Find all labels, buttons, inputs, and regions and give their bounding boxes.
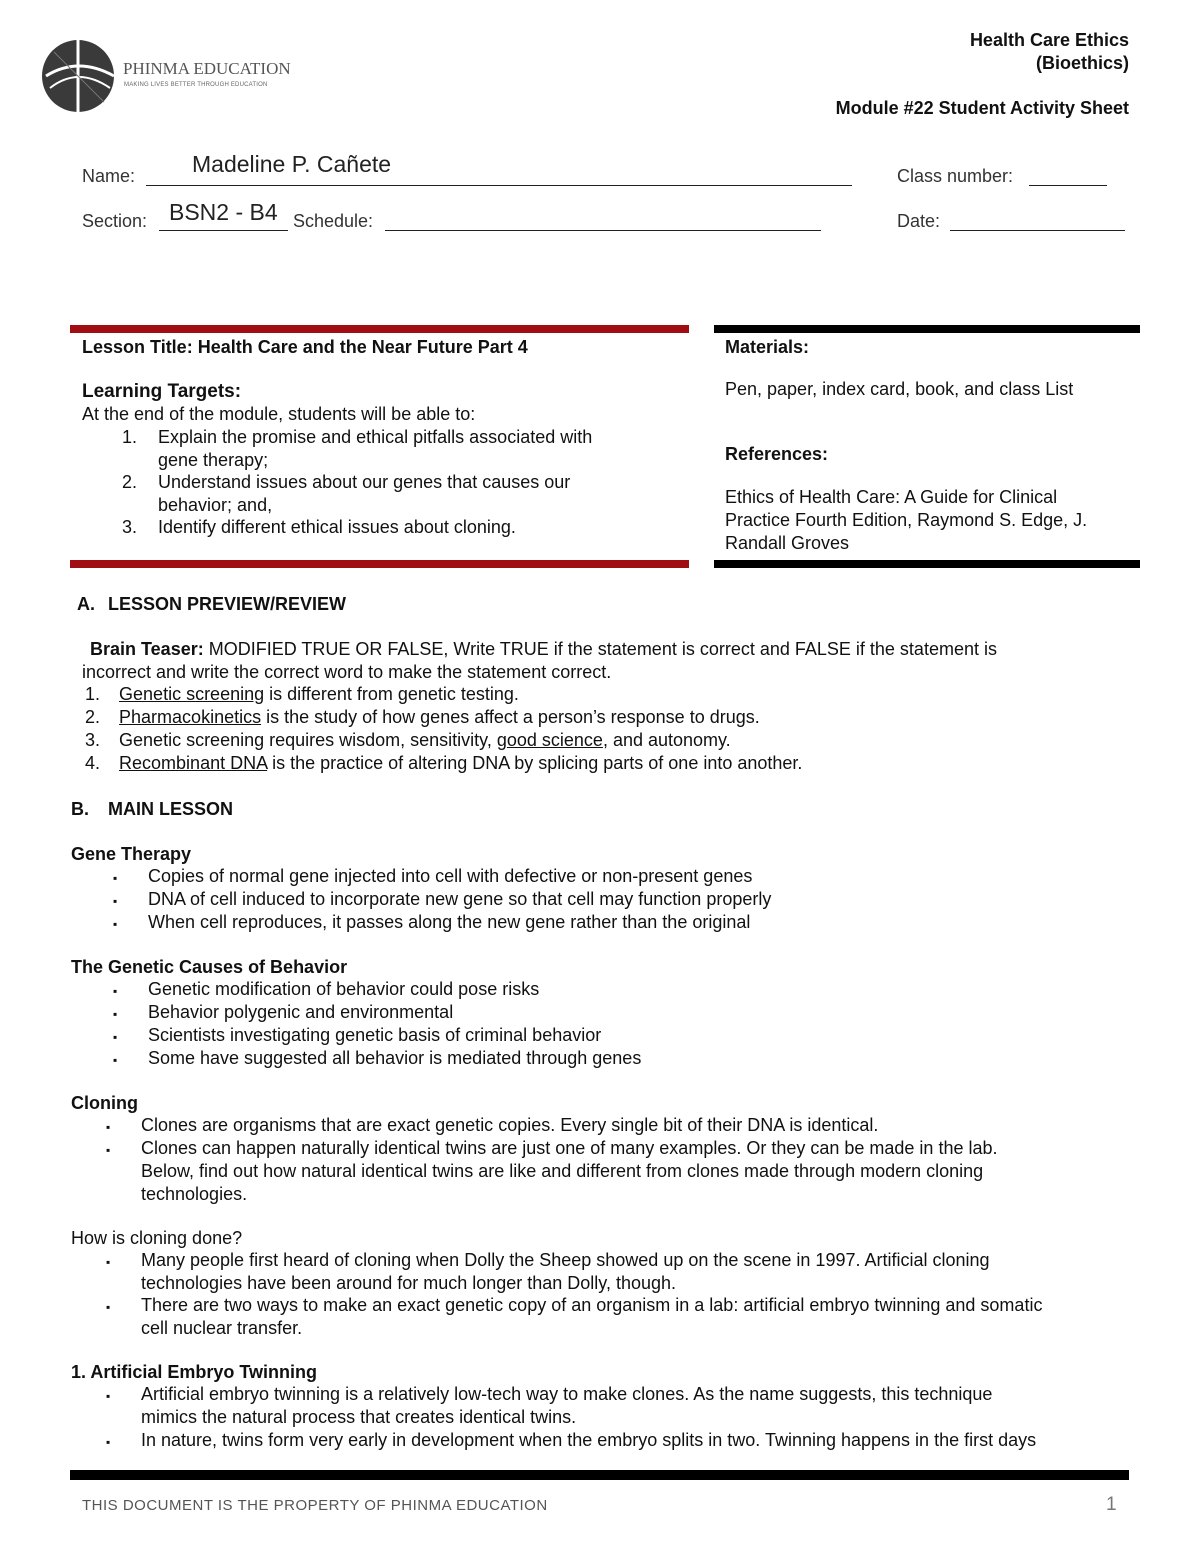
target-text-cont: gene therapy; <box>158 450 269 470</box>
bullet-text: Genetic modification of behavior could pose risks <box>148 979 540 999</box>
target-number: 3. <box>122 517 138 537</box>
teaser-item-text: is different from genetic testing. <box>264 684 519 704</box>
lesson-box-bottom-rule <box>70 560 689 568</box>
target-item <box>122 471 662 517</box>
references-heading: References: <box>725 444 829 464</box>
teaser-item <box>85 683 519 706</box>
list-item <box>113 978 539 1001</box>
bullet-icon: ▪ <box>113 894 118 908</box>
class-number-label: Class number: <box>897 166 1014 186</box>
reference-line: Practice Fourth Edition, Raymond S. Edge, J. <box>725 510 1088 530</box>
how-cloning-question: How is cloning done? <box>71 1228 243 1248</box>
bullet-icon: ▪ <box>113 1053 118 1067</box>
course-title: Health Care Ethics <box>969 30 1129 50</box>
phinma-logo-icon <box>40 36 120 116</box>
list-item <box>106 1383 992 1429</box>
bullet-icon: ▪ <box>113 984 118 998</box>
target-text-cont: behavior; and, <box>158 495 273 515</box>
bullet-icon: ▪ <box>106 1143 111 1157</box>
bullet-icon: ▪ <box>113 917 118 931</box>
teaser-item-text: is the study of how genes affect a person’s response to drugs. <box>261 707 760 727</box>
name-line <box>146 185 852 186</box>
bullet-text-cont: technologies have been around for much longer than Dolly, though. <box>141 1273 677 1293</box>
teaser-item-text: Genetic screening requires wisdom, sensitivity, <box>119 730 497 750</box>
footer-rule <box>70 1470 1129 1480</box>
bullet-icon: ▪ <box>106 1255 111 1269</box>
brain-teaser-text: MODIFIED TRUE OR FALSE, Write TRUE if the statement is correct and FALSE if the statement is <box>203 639 997 659</box>
bullet-text: In nature, twins form very early in development when the embryo splits in two. Twinning happens in the first days <box>141 1430 1037 1450</box>
lesson-title: Lesson Title: Health Care and the Near Future Part 4 <box>82 337 528 357</box>
target-number: 1. <box>122 427 138 447</box>
bullet-icon: ▪ <box>106 1120 111 1134</box>
references-text <box>725 486 1087 555</box>
section-value[interactable]: BSN2 - B4 <box>169 199 278 225</box>
teaser-item <box>85 706 760 729</box>
teaser-item-text: , and autonomy. <box>602 730 731 750</box>
bullet-text: Some have suggested all behavior is mediated through genes <box>148 1048 642 1068</box>
logo-tagline: MAKING LIVES BETTER THROUGH EDUCATION <box>124 82 268 88</box>
bullet-text: There are two ways to make an exact genetic copy of an organism in a lab: artificial embryo twinning and somatic <box>141 1295 1043 1315</box>
list-item <box>106 1137 998 1206</box>
bullet-icon: ▪ <box>106 1435 111 1449</box>
teaser-item-number: 4. <box>85 753 101 773</box>
bullet-icon: ▪ <box>106 1300 111 1314</box>
list-item <box>113 1024 601 1047</box>
reference-line: Randall Groves <box>725 533 850 553</box>
teaser-item-underlined: good science <box>496 730 603 750</box>
schedule-line[interactable] <box>385 230 821 231</box>
bullet-icon: ▪ <box>113 1030 118 1044</box>
bullet-text: Copies of normal gene injected into cell with defective or non-present genes <box>148 866 753 886</box>
course-subtitle: (Bioethics) <box>1035 53 1129 73</box>
brain-teaser-text-cont: incorrect and write the correct word to make the statement correct. <box>82 662 612 682</box>
list-item <box>106 1429 1036 1452</box>
bullet-text: Clones can happen naturally identical twins are just one of many examples. Or they can be made in the lab. <box>141 1138 998 1158</box>
bullet-icon: ▪ <box>113 871 118 885</box>
bullet-text-cont: mimics the natural process that creates identical twins. <box>141 1407 577 1427</box>
target-text: Explain the promise and ethical pitfalls associated with <box>158 427 593 447</box>
name-value[interactable]: Madeline P. Cañete <box>192 151 392 177</box>
gene-therapy-heading: Gene Therapy <box>71 844 192 864</box>
brain-teaser-instructions <box>82 638 1122 684</box>
list-item <box>113 1001 453 1024</box>
name-label: Name: <box>82 166 136 186</box>
brain-teaser-label: Brain Teaser: <box>90 639 204 659</box>
list-item <box>113 865 752 888</box>
footer-property-text: THIS DOCUMENT IS THE PROPERTY OF PHINMA EDUCATION <box>82 1497 548 1514</box>
class-number-line[interactable] <box>1029 185 1107 186</box>
logo-text: PHINMA EDUCATION <box>123 59 291 78</box>
teaser-item-number: 1. <box>85 684 101 704</box>
teaser-item <box>85 752 802 775</box>
bullet-text-cont: Below, find out how natural identical twins are like and different from clones made through modern cloning <box>141 1161 984 1181</box>
section-a-letter: A. <box>77 594 95 614</box>
materials-box-top-rule <box>714 325 1140 333</box>
learning-targets-heading: Learning Targets: <box>82 381 242 402</box>
bullet-text: Many people first heard of cloning when Dolly the Sheep showed up on the scene in 1997. Artificial cloning <box>141 1250 990 1270</box>
section-line <box>159 230 288 231</box>
genetic-causes-heading: The Genetic Causes of Behavior <box>71 957 348 977</box>
date-line[interactable] <box>950 230 1125 231</box>
module-title: Module #22 Student Activity Sheet <box>835 98 1129 118</box>
section-b-letter: B. <box>71 799 89 819</box>
target-text: Understand issues about our genes that causes our <box>158 472 571 492</box>
bullet-text: Scientists investigating genetic basis of criminal behavior <box>148 1025 602 1045</box>
bullet-icon: ▪ <box>106 1389 111 1403</box>
list-item <box>106 1249 990 1295</box>
materials-text: Pen, paper, index card, book, and class List <box>725 379 1074 399</box>
materials-box-bottom-rule <box>714 560 1140 568</box>
section-label: Section: <box>82 211 148 231</box>
teaser-item-text: is the practice of altering DNA by splicing parts of one into another. <box>267 753 803 773</box>
list-item <box>106 1114 878 1137</box>
target-item <box>122 516 662 539</box>
bullet-text: DNA of cell induced to incorporate new gene so that cell may function properly <box>148 889 772 909</box>
bullet-text-cont: cell nuclear transfer. <box>141 1318 303 1338</box>
section-b-title: MAIN LESSON <box>108 799 234 819</box>
date-label: Date: <box>897 211 941 231</box>
teaser-item-underlined: Recombinant DNA <box>119 753 268 773</box>
target-item <box>122 426 662 472</box>
cloning-heading: Cloning <box>71 1093 138 1113</box>
teaser-item-underlined: Genetic screening <box>119 684 265 704</box>
materials-heading: Materials: <box>725 337 810 357</box>
teaser-item-number: 3. <box>85 730 101 750</box>
list-item <box>113 888 771 911</box>
target-number: 2. <box>122 472 138 492</box>
reference-line: Ethics of Health Care: A Guide for Clinical <box>725 487 1058 507</box>
logo <box>40 36 300 116</box>
bullet-text: When cell reproduces, it passes along the new gene rather than the original <box>148 912 751 932</box>
schedule-label: Schedule: <box>293 211 374 231</box>
section-b-heading <box>71 798 233 821</box>
list-item <box>113 1047 641 1070</box>
lesson-box-top-rule <box>70 325 689 333</box>
section-a-title: LESSON PREVIEW/REVIEW <box>108 594 347 614</box>
bullet-text: Behavior polygenic and environmental <box>148 1002 454 1022</box>
bullet-text-cont: technologies. <box>141 1184 248 1204</box>
bullet-text: Artificial embryo twinning is a relatively low-tech way to make clones. As the name suggests, this technique <box>141 1384 993 1404</box>
list-item <box>106 1294 1042 1340</box>
learning-targets-intro: At the end of the module, students will be able to: <box>82 404 476 424</box>
teaser-item-number: 2. <box>85 707 101 727</box>
bullet-icon: ▪ <box>113 1007 118 1021</box>
page-number: 1 <box>1106 1494 1117 1515</box>
bullet-text: Clones are organisms that are exact genetic copies. Every single bit of their DNA is identical. <box>141 1115 879 1135</box>
teaser-item <box>85 729 731 752</box>
embryo-twinning-heading: 1. Artificial Embryo Twinning <box>71 1362 318 1382</box>
list-item <box>113 911 750 934</box>
section-a-heading <box>77 593 346 616</box>
teaser-item-underlined: Pharmacokinetics <box>119 707 262 727</box>
target-text: Identify different ethical issues about cloning. <box>158 517 516 537</box>
